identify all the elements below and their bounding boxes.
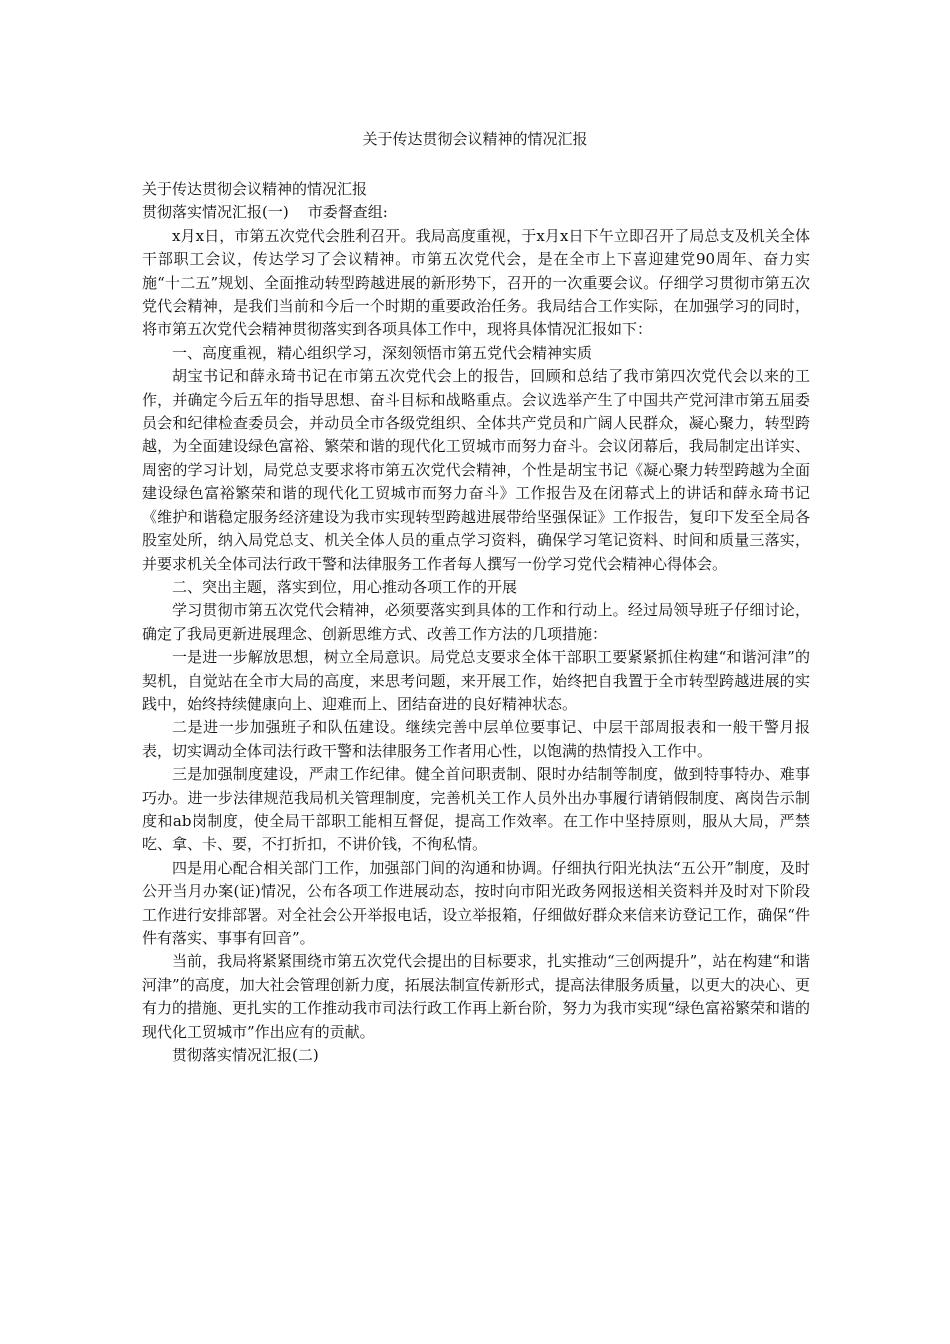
- measure-1: 一是进一步解放思想，树立全局意识。局党总支要求全体干部职工要紧紧抓住构建“和谐河津”的契机，自觉站在全市大局的高度，来思考问题，来开展工作，始终把自我置于全市转型跨越进展的实践中，始终持续健康向上、迎难而上、团结奋进的良好精神状态。: [142, 648, 810, 713]
- report-heading: 贯彻落实情况汇报(一): [142, 203, 289, 222]
- paragraph-section-1: 胡宝书记和薛永琦书记在市第五次党代会上的报告，回顾和总结了我市第四次党代会以来的工作，并确定今后五年的指导思想、奋斗目标和战略重点。会议选举产生了中国共产党河津市第五届委员会和纪律检查委员会，并动员全市各级党组织、全体共产党员和广阔人民群众，凝心聚力，转型跨越，为全面建设绿色富裕、繁荣和谐的现代化工贸城市而努力奋斗。会议闭幕后，我局制定出详实、周密的学习计划，局党总支要求将市第五次党代会精神，个性是胡宝书记《凝心聚力转型跨越为全面建设绿色富裕繁荣和谐的现代化工贸城市而努力奋斗》工作报告及在闭幕式上的讲话和薛永琦书记《维护和谐稳定服务经济建设为我市实现转型跨越进展带给坚强保证》工作报告，复印下发至全局各股室处所，纳入局党总支、机关全体人员的重点学习资料，确保学习笔记资料、时间和质量三落实，并要求机关全体司法行政干警和法律服务工作者每人撰写一份学习党代会精神心得体会。: [142, 367, 810, 573]
- recipient: 市委督查组:: [307, 203, 388, 222]
- measure-3: 三是加强制度建设，严肃工作纪律。健全首问职责制、限时办结制等制度，做到特事特办、难事巧办。进一步法律规范我局机关管理制度，完善机关工作人员外出办事履行请销假制度、离岗告示制度和ab岗制度，使全局干部职工能相互督促，提高工作效率。在工作中坚持原则，服从大局，严禁吃、拿、卡、要，不打折扣，不讲价钱，不徇私情。: [142, 765, 810, 854]
- section-heading-2: 二、突出主题，落实到位，用心推动各项工作的开展: [172, 577, 518, 596]
- report-heading-2: 贯彻落实情况汇报(二): [172, 1046, 319, 1065]
- paragraph-conclusion: 当前，我局将紧紧围绕市第五次党代会提出的目标要求，扎实推动“三创两提升”，站在构建“和谐河津”的高度，加大社会管理创新力度，拓展法制宣传新形式，提高法律服务质量，以更大的决心、更有力的措施、更扎实的工作推动我市司法行政工作再上新台阶，努力为我市实现“绿色富裕繁荣和谐的现代化工贸城市”作出应有的贡献。: [142, 952, 811, 1041]
- measure-4: 四是用心配合相关部门工作，加强部门间的沟通和协调。仔细执行阳光执法“五公开”制度，及时公开当月办案(证)情况，公布各项工作进展动态，按时向市阳光政务网报送相关资料并及时对下阶段工作进行安排部署。对全社会公开举报电话，设立举报箱，仔细做好群众来信来访登记工作，确保“件件有落实、事事有回音”。: [142, 858, 810, 947]
- document-title: 关于传达贯彻会议精神的情况汇报: [362, 130, 588, 148]
- document-body: [142, 178, 810, 1067]
- paragraph-intro: x月x日，市第五次党代会胜利召开。我局高度重视，于x月x日下午立即召开了局总支及机关全体干部职工会议，传达学习了会议精神。市第五次党代会，是在全市上下喜迎建党90周年、奋力实施“十二五”规划、全面推动转型跨越进展的新形势下，召开的一次重要会议。仔细学习贯彻市第五次党代会精神，是我们当前和今后一个时期的重要政治任务。我局结合工作实际，在加强学习的同时，将市第五次党代会精神贯彻落实到各项具体工作中，现将具体情况汇报如下：: [142, 226, 810, 339]
- paragraph-section-2: 学习贯彻市第五次党代会精神，必须要落实到具体的工作和行动上。经过局领导班子仔细讨论，确定了我局更新进展理念、创新思维方式、改善工作方法的几项措施：: [142, 601, 810, 643]
- document-subtitle: 关于传达贯彻会议精神的情况汇报: [142, 180, 368, 198]
- measure-2: 二是进一步加强班子和队伍建设。继续完善中层单位要事记、中层干部周报表和一般干警月报表，切实调动全体司法行政干警和法律服务工作者用心性，以饱满的热情投入工作中。: [142, 718, 810, 760]
- report-heading-line: [142, 201, 810, 224]
- section-heading-1: 一、高度重视，精心组织学习，深刻领悟市第五党代会精神实质: [172, 343, 593, 362]
